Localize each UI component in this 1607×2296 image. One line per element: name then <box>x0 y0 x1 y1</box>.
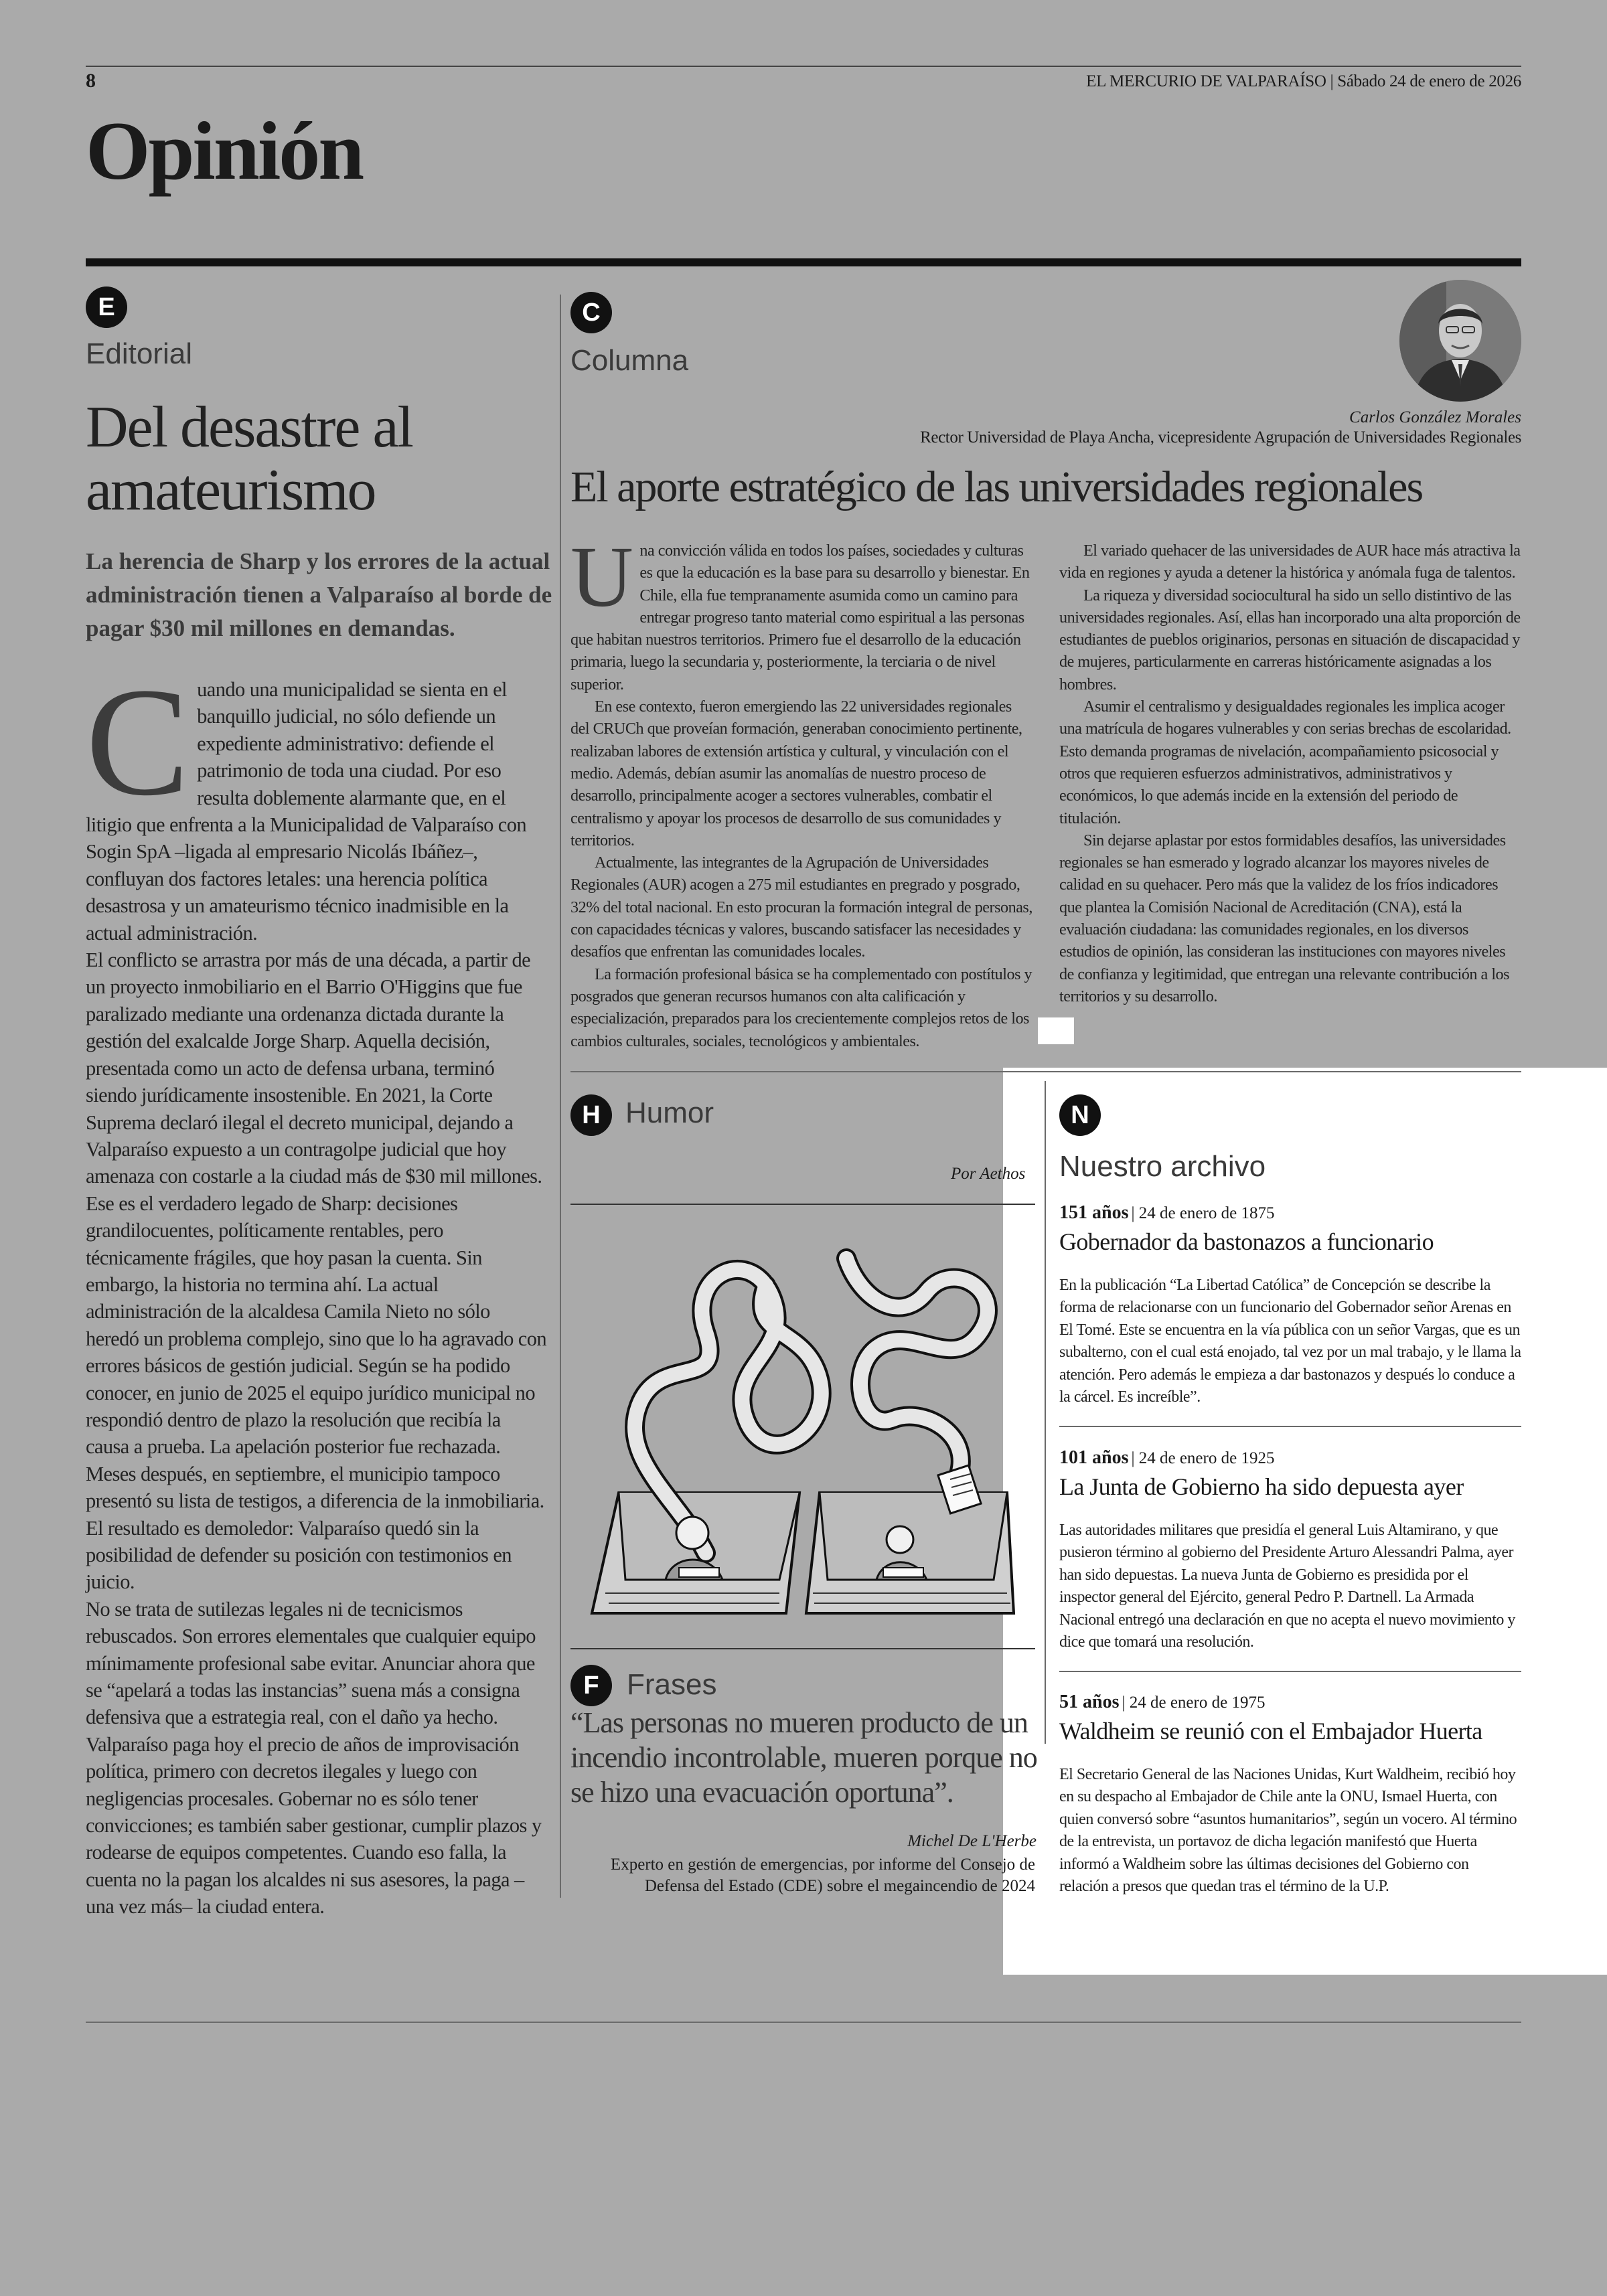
newspaper-name: EL MERCURIO DE VALPARAÍSO <box>1086 72 1326 90</box>
masthead-rule <box>86 258 1521 266</box>
editorial-dropcap: C <box>86 656 189 828</box>
editorial-title: Del desastre al amateurismo <box>86 395 412 523</box>
archive-badge: N <box>1059 1094 1101 1136</box>
cartoon-left-figure-head <box>676 1517 708 1549</box>
section-title: Opinión <box>86 105 363 197</box>
column-body-right <box>1059 540 1521 1007</box>
archive-item-years: 51 años <box>1059 1692 1120 1712</box>
author-portrait <box>1399 280 1521 402</box>
archive-divider <box>1059 1671 1521 1672</box>
editorial-body <box>86 656 548 1920</box>
column-author-name: Carlos González Morales <box>1349 408 1521 426</box>
editorial-paragraph <box>86 656 548 947</box>
editorial-label: Editorial <box>86 337 192 370</box>
column-author-role: Rector Universidad de Playa Ancha, vicepresidente Agrupación de Universidades Regionales <box>920 428 1521 446</box>
issue-date: Sábado 24 de enero de 2026 <box>1337 72 1521 90</box>
archive-item-date: 24 de enero de 1975 <box>1129 1694 1266 1712</box>
humor-cartoon <box>579 1218 1027 1633</box>
author-portrait-image <box>1399 280 1521 402</box>
archive-item-body: Las autoridades militares que presidía el general Luis Altamirano, y que pusieron término al gobierno del Presidente Arturo Alessandri Palma, ayer han sido depuestas. La nueva Junta de Gobierno es presidida por el inspector general del Ejército, general Pedro P. Dartnell. La Armada Nacional entregó una declaración en que no acepta el nuevo movimiento y dice que tomará una resolución. <box>1059 1522 1515 1651</box>
archive-item-body: En la publicación “La Libertad Católica” de Concepción se describe la forma de relacionarse con un funcionario del Gobernador señor Arenas en El Tomé. Este se encuentra en la vía pública con un señor Vargas, que es un subalterno, con el cual está enojado, tal vez por un mal trabajo, y le llama la atención. Pero además le empieza a dar bastonazos y después lo conduce a la cárcel. Es increíble”. <box>1059 1277 1521 1406</box>
frases-author-role: Experto en gestión de emergencias, por informe del Consejo de Defensa del Estado (CDE) sobre el megaincendio de 2024 <box>610 1856 1035 1895</box>
editorial-paragraph: No se trata de sutilezas legales ni de tecnicismos rebuscados. Son errores elementales que cualquier equipo mínimamente profesional sabe evitar. Anunciar ahora que se “apelará a todas las instancias” suena más a consigna defensiva que a estrategia real, con el daño ya hecho. <box>86 1597 536 1729</box>
editorial-paragraph: El conflicto se arrastra por más de una década, a partir de un proyecto inmobiliario en el Barrio O'Higgins que fue paralizado mediante una ordenanza dictada durante la gestión del exalcalde Jorge Sharp. Aquella decisión, presentada como un acto de defensa urbana, terminó siendo jurídicamente insostenible. En 2021, la Corte Suprema declaró ilegal el decreto municipal, dejando a Valparaíso expuesto a un contragolpe judicial que hoy amenaza con costarle a la ciudad más de $30 mil millones. <box>86 949 542 1188</box>
archive-divider <box>1059 1426 1521 1427</box>
column-label: Columna <box>570 344 689 377</box>
column-paragraph: Actualmente, las integrantes de la Agrupación de Universidades Regionales (AUR) acogen a 275 mil estudiantes en pregrado y posgrado, 32% del total nacional. En esto procuran la formación integral de personas, con capacidades técnicas y valores, buscando satisfacer las necesidades y desafíos que enfrentan las comunidades locales. <box>570 853 1032 961</box>
column-paragraph: El variado quehacer de las universidades de AUR hace más atractiva la vida en regiones y ayuda a detener la histórica y anómala fuga de talentos. <box>1059 542 1521 582</box>
archive-item-date: 24 de enero de 1875 <box>1138 1204 1275 1222</box>
archive-item <box>1059 1202 1521 1408</box>
archive-item-date: 24 de enero de 1925 <box>1138 1449 1275 1467</box>
editorial-paragraph-text: uando una municipalidad se sienta en el banquillo judicial, no sólo defiende un expediente administrativo: defiende el patrimonio de toda una ciudad. Por eso resulta doblemente alarmante que, en el litigio que enfrenta a la Municipalidad de Valparaíso con Sogin SpA –ligada al empresario Nicolás Ibáñez–, confluyan dos factores letales: una herencia política desastrosa y un amateurismo técnico inadmisible en la actual administración. <box>86 678 527 945</box>
newspaper-dateline <box>1086 72 1521 91</box>
column-paragraph <box>570 529 1032 695</box>
archive-item-headline: Gobernador da bastonazos a funcionario <box>1059 1228 1434 1255</box>
column-bottom-rule <box>570 1071 1521 1072</box>
frases-label: Frases <box>627 1668 717 1701</box>
frases-badge: F <box>570 1665 612 1706</box>
editorial-badge: E <box>86 286 127 328</box>
column-paragraph: La riqueza y diversidad sociocultural ha sido un sello distintivo de las universidades regionales. Así, ellas han incorporado una alta proporción de estudiantes de pueblos originarios, personas en situación de discapacidad y de mujeres, particularmente en carreras históricamente asignadas a los hombres. <box>1059 586 1521 693</box>
page-bottom-rule <box>86 2022 1521 2023</box>
archive-item-headline: Waldheim se reunió con el Embajador Huerta <box>1059 1718 1482 1744</box>
column-paragraph: Sin dejarse aplastar por estos formidables desafíos, las universidades regionales se han esmerado y logrado alcanzar los mayores niveles de calidad en su quehacer. Pero más que la validez de los fríos indicadores que plantea la Comisión Nacional de Acreditación (CNA), está la evaluación ciudadana: las comunidades regionales, en los diversos estudios de opinión, las consideran las instituciones con mayores niveles de confianza y legitimidad, que entregan una relevante contribución a los territorios y su desarrollo. <box>1059 831 1510 1005</box>
column-paragraph-text: na convicción válida en todos los países, sociedades y culturas es que la educación es la base para su desarrollo y bienestar. En Chile, ella fue tempranamente asumida como un camino para entregar progreso tanto material como espiritual a las personas que habitan nuestros territorios. Primero fue el desarrollo de la educación primaria, luego la secundaria y, posteriormente, la terciaria o de nivel superior. <box>570 542 1030 693</box>
frases-author: Michel De L'Herbe <box>907 1832 1037 1850</box>
archive-item-headline: La Junta de Gobierno ha sido depuesta ayer <box>1059 1473 1464 1500</box>
column-body-left <box>570 529 1032 1052</box>
humor-bottom-rule <box>570 1648 1035 1649</box>
column-paragraph: La formación profesional básica se ha complementado con postítulos y posgrados que generan recursos humanos con alta calificación y especialización, preparados para los crecientemente complejos retos de los cambios culturales, sociales, tecnológicos y ambientales. <box>570 965 1032 1050</box>
top-rule <box>86 66 1521 67</box>
column-paragraph: En ese contexto, fueron emergiendo las 22 universidades regionales del CRUCh que proveían formación, generaban conocimiento pertinente, realizaban labores de extensión artística y cultural, y vinculación con el medio. Además, debían asumir las anomalías de nuestro proceso de desarrollo, principalmente acoger a sectores vulnerables, combatir el centralismo y apoyar los procesos de desarrollo de sus comunidades y territorios. <box>570 698 1022 849</box>
frases-quote: “Las personas no mueren producto de un incendio incontrolable, mueren porque no se hizo una evacuación oportuna”. <box>570 1706 1037 1809</box>
archive-item-years: 151 años <box>1059 1202 1129 1223</box>
editorial-paragraph: Valparaíso paga hoy el precio de años de improvisación política, primero con decretos ilegales y luego con negligencias procesales. Gobernar no es sólo tener convicciones; es también saber gestionar, cumplir plazos y rodearse de equipos competentes. Cuando eso falla, la cuenta no la pagan los alcaldes ni sus asesores, la paga –una vez más– la ciudad entera. <box>86 1732 542 1918</box>
archive-item-date-separator: | <box>1122 1694 1130 1712</box>
humor-rule <box>570 1204 1035 1205</box>
column-dropcap: U <box>570 529 633 625</box>
column-paragraph: Asumir el centralismo y desigualdades regionales les implica acoger una matrícula de hogares vulnerables y con serias brechas de escolaridad. Esto demanda programas de nivelación, acompañamiento psicosocial y otros que requieren esfuerzos administrativos, administrativos y económicos, lo que además incide en la extensión del periodo de titulación. <box>1059 698 1511 827</box>
cartoon-right-figure-head <box>887 1526 913 1553</box>
archive-item <box>1059 1692 1521 1898</box>
column-title: El aporte estratégico de las universidades regionales <box>570 463 1423 511</box>
archive-item-date-separator: | <box>1131 1204 1139 1222</box>
archive-label: Nuestro archivo <box>1059 1150 1266 1183</box>
humor-label: Humor <box>625 1096 714 1129</box>
dateline-separator: | <box>1330 72 1338 90</box>
page-number: 8 <box>86 70 96 92</box>
archive-item <box>1059 1447 1521 1653</box>
humor-badge: H <box>570 1094 612 1136</box>
archive-item-date-separator: | <box>1131 1449 1139 1467</box>
editorial-paragraph: Ese es el verdadero legado de Sharp: decisiones grandilocuentes, políticamente rentables, pero técnicamente frágiles, que hoy pasan la cuenta. Sin embargo, la historia no termina ahí. La actual administración de la alcaldesa Camila Nieto no sólo heredó un problema complejo, sino que lo ha agravado con errores básicos de gestión judicial. Según se ha podido conocer, en junio de 2025 el equipo jurídico municipal no respondió dentro de plazo la resolución que recibía la causa a prueba. La apelación posterior fue rechazada. Meses después, en septiembre, el municipio tampoco presentó su lista de testigos, a diferencia de la inmobiliaria. El resultado es demoledor: Valparaíso quedó sin la posibilidad de defender su posición con testimonios en juicio. <box>86 1192 547 1594</box>
humor-archive-separator <box>1045 1081 1046 1744</box>
archive-item-years: 101 años <box>1059 1447 1129 1468</box>
column-badge: C <box>570 292 612 333</box>
archive-panel-notch <box>1038 1017 1074 1044</box>
archive-item-body: El Secretario General de las Naciones Unidas, Kurt Waldheim, recibió hoy en su despacho al Embajador de Chile ante la ONU, Ismael Huerta, con quien conversó sobre “asuntos humanitarios”, según un vocero. Al término de la entrevista, un portavoz de dicha legación manifestó que Huerta informó a Waldheim sobre las últimas decisiones del Gobierno con relación a presos que quedan tras el término de la U.P. <box>1059 1766 1517 1896</box>
editorial-lead: La herencia de Sharp y los errores de la actual administración tienen a Valparaíso al borde de pagar $30 mil millones en demandas. <box>86 548 552 641</box>
humor-byline: Por Aethos <box>951 1165 1026 1183</box>
editorial-column-separator <box>560 295 561 1898</box>
